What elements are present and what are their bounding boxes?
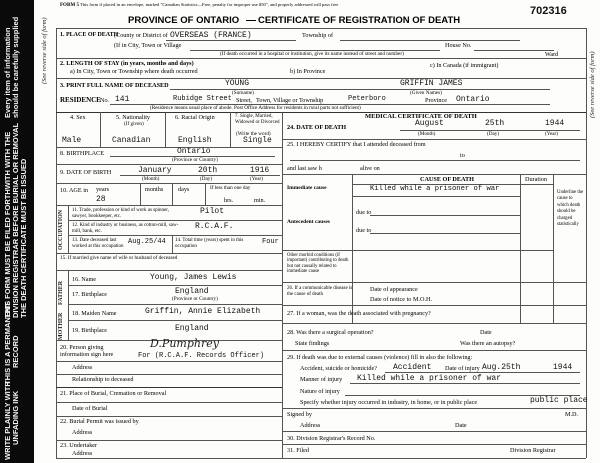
permit-address-label: Address <box>72 429 93 436</box>
origin-value: English <box>178 136 212 145</box>
pregnancy-label: 27. If a woman, was the death associated with pregnancy? <box>287 310 431 317</box>
surgery-date-label: Date <box>480 329 492 336</box>
years-caption: years <box>96 186 110 193</box>
immediate-cause-value: Killed while a prisoner of war <box>370 185 500 193</box>
manner-value: Killed while a prisoner of war <box>357 374 502 383</box>
last-saw-label: and last saw h <box>287 165 322 172</box>
injury-year-value: 1944 <box>553 363 573 372</box>
date-notice-label: Date of notice to M.O.H. <box>370 296 433 303</box>
deceased-surname: YOUNG <box>225 79 250 88</box>
stay-city-label: a) In City, Town or Township where death occurred <box>70 68 198 75</box>
death-day: 25th <box>485 119 505 128</box>
father-name-value: Young, James Lewis <box>150 273 237 282</box>
marital-caption: (Write the word) <box>236 131 271 137</box>
occupation-section-label: OCCUPATION <box>58 209 64 250</box>
title-certificate: CERTIFICATE OF REGISTRATION OF DEATH <box>258 15 461 26</box>
mother-section-label: MOTHER <box>58 312 64 340</box>
county-value: OVERSEAS (FRANCE) <box>170 31 252 40</box>
age-label: 10. AGE in <box>60 187 89 194</box>
mother-birthplace-value: England <box>175 324 209 333</box>
death-date-label: 24. DATE OF DEATH <box>287 124 347 131</box>
burial-permit-label: 22. Burial Permit was issued by <box>60 418 139 425</box>
medical-heading: MEDICAL CERTIFICATE OF DEATH <box>365 113 477 120</box>
registrar-record-label: 30. Division Registrar's Record No. <box>287 435 376 442</box>
father-birthplace-caption: (Province or Country) <box>172 296 218 302</box>
injury-place-value: public place <box>530 396 588 405</box>
strip-text-5: THIS FORM MUST BE FILED FORTHWITH WITH THE <box>3 131 12 318</box>
accident-value: Accident <box>393 363 432 372</box>
birthplace-label: 8. BIRTHPLACE <box>60 150 104 157</box>
residence-province: Ontario <box>456 95 490 104</box>
strip-text-1: WRITE PLAINLY WITH <box>3 381 12 460</box>
mother-birthplace-label: 19. Birthplace <box>72 327 108 334</box>
filed-label: 31. Filed <box>287 447 310 454</box>
informant-capacity: For (R.C.A.F. Records Officer) <box>138 352 265 360</box>
hrs-caption: hrs. <box>224 197 234 204</box>
year-caption: (Year) <box>250 176 264 182</box>
death-month: August <box>415 119 444 128</box>
undertaker-label: 23. Undertaker <box>60 442 98 449</box>
physician-date-label: Date <box>455 422 467 429</box>
father-birthplace-label: 17. Birthplace <box>72 291 108 298</box>
title-province: PROVINCE OF ONTARIO <box>128 15 240 26</box>
manner-label: Manner of injury <box>300 376 343 383</box>
street-caption: Street, <box>236 97 252 104</box>
reverse-note-right: (See reverse side of form) <box>589 51 596 118</box>
surname-caption: (Surname) <box>232 90 254 96</box>
autopsy-label: Was there an autopsy? <box>460 340 516 347</box>
ward-label: Ward <box>545 51 559 58</box>
field-2-label: 2. LENGTH OF STAY (in years, months and days) <box>60 60 194 67</box>
duration-heading: Duration <box>525 176 547 183</box>
other-conditions-label: Other morbid conditions (if important) contributing to death but not causally related to immediate cause <box>287 253 349 274</box>
months-caption: months <box>145 186 164 193</box>
sex-label: 4. Sex <box>70 114 86 121</box>
residence-label: RESIDENCE <box>60 96 101 104</box>
residence-no-label: No. <box>100 97 110 104</box>
strip-text-9: should be carefully supplied <box>11 16 20 118</box>
days-caption: days <box>178 186 190 193</box>
mother-maiden-value: Griffin, Annie Elizabeth <box>145 307 261 316</box>
industry-label: 12. Kind of industry or business, as cotton-mill, saw-mill, bank, etc. <box>72 223 179 234</box>
cause-heading: CAUSE OF DEATH <box>420 176 474 183</box>
form-number: FORM 5 <box>60 3 80 8</box>
informant-signature: D.Pumphrey <box>150 337 219 350</box>
mother-maiden-label: 18. Maiden Name <box>72 310 117 317</box>
date-injury-label: Date of injury <box>445 365 480 372</box>
spouse-label: 15. If married give name of wife or husband of deceased <box>60 255 178 261</box>
strip-text-7: THE DEATH CERTIFICATE MUST BE ISSUED <box>19 158 28 318</box>
less-day-caption: If less than one day <box>210 185 251 191</box>
min-caption: min. <box>254 197 266 204</box>
field-1-label: 1. PLACE OF DEATH <box>60 32 119 38</box>
month-caption: (Month) <box>142 176 160 182</box>
stay-canada-label: c) In Canada (if immigrant) <box>430 62 499 69</box>
father-section-label: FATHER <box>58 280 64 305</box>
informant-label: 20. Person giving information sign here <box>60 344 114 359</box>
nationality-caption: (If given) <box>124 121 144 127</box>
day-caption: (Day) <box>200 176 213 182</box>
surgery-label: 28. Was there a surgical operation? <box>287 329 374 336</box>
strip-text-8: Every item of information <box>3 27 12 118</box>
death-month-caption: (Month) <box>418 131 436 137</box>
residence-note: (Residence means usual place of abode. Post Office Address for residents in rural parts not sufficient) <box>150 105 361 111</box>
certificate-number: 702316 <box>530 5 567 17</box>
md-label: M.D. <box>565 411 579 418</box>
residence-city: Peterboro <box>348 95 386 103</box>
township-label: Township of <box>302 32 334 39</box>
burial-date-label: Date of Burial <box>72 405 108 412</box>
city-label: (If in City, Town or Village <box>114 42 182 49</box>
antecedent-label: Antecedent causes <box>287 219 330 225</box>
sex-value: Male <box>62 136 82 145</box>
last-worked-value: Aug.25/44 <box>128 238 166 246</box>
dob-year: 1916 <box>250 166 270 175</box>
nature-label: Nature of injury <box>300 388 340 395</box>
specify-label: Specify whether injury occurred in industry, in home, or in public place <box>300 399 478 406</box>
origin-label: 6. Racial Origin <box>175 114 215 121</box>
communicable-label: 26. If a communicable disease is the cause of death <box>287 286 353 297</box>
alive-on-label: alive on <box>360 165 380 172</box>
burial-place-label: 21. Place of Burial, Cremation or Removal <box>60 390 167 397</box>
industry-value: R.C.A.F. <box>195 222 234 231</box>
relationship-label: Relationship to deceased <box>72 376 134 383</box>
findings-label: State findings <box>295 340 330 347</box>
signed-by-label: Signed by <box>287 411 312 418</box>
residence-number: 141 <box>115 95 130 104</box>
age-value: 28 <box>96 195 106 204</box>
dob-label: 9. DATE OF BIRTH <box>60 169 112 176</box>
death-year: 1944 <box>545 119 565 128</box>
date-appearance-label: Date of appearance <box>370 286 418 293</box>
house-label: House No. <box>445 42 472 49</box>
dob-month: January <box>138 166 172 175</box>
strip-text-4: RECORD <box>11 335 20 368</box>
mailing-notice: This form if placed in an envelope, marked "Canadian Statistics—Free, penalty for improper use $50", and properly addressed will pass free <box>80 2 339 7</box>
county-label: (County or District of <box>114 32 168 39</box>
father-birthplace-value: England <box>175 287 209 296</box>
due-to-1: due to <box>356 209 372 216</box>
strip-text-6: DIVISION REGISTRAR BEFORE BURIAL OR REMOVAL <box>11 122 20 318</box>
marital-value: Single <box>243 136 272 145</box>
injury-date-value: Aug.25th <box>482 363 521 372</box>
hospital-note: (If death occurred in a hospital or institution, give its name instead of street and number) <box>220 51 404 57</box>
trade-label: 11. Trade, profession or kind of work as spinner, sawyer, bookkeeper, etc. <box>72 208 169 219</box>
last-worked-label: 13. Date deceased last worked at this occupation <box>72 238 124 249</box>
time-spent-value: Four <box>262 238 279 246</box>
strip-text-3: THIS IS A PERMANENT <box>3 302 12 385</box>
death-day-caption: (Day) <box>487 131 500 137</box>
father-name-label: 16. Name <box>72 276 97 283</box>
dob-day: 20th <box>198 166 218 175</box>
twp-caption: Town, Village or Township <box>256 97 324 104</box>
underline-instruction: Underline the cause to which death should be charged statistically <box>557 190 584 228</box>
attendance-label: 25. I HEREBY CERTIFY that I attended deceased from <box>287 141 426 148</box>
birthplace-value: Ontario <box>177 147 211 156</box>
death-year-caption: (Year) <box>545 131 559 137</box>
given-caption: (Given Names) <box>410 90 442 96</box>
external-causes-label: 29. If death was due to external causes (violence) fill in also the following: <box>287 354 473 361</box>
province-caption: Province <box>425 97 447 104</box>
physician-address-label: Address <box>300 422 321 429</box>
birthplace-caption: (Province or Country) <box>172 157 218 163</box>
nationality-value: Canadian <box>112 136 151 145</box>
informant-address-label: Address <box>72 364 93 371</box>
marital-label: 7. Single, Married, Widowed or Divorced <box>235 114 280 125</box>
stay-province-label: b) In Province <box>290 68 326 75</box>
deceased-given-names: GRIFFIN JAMES <box>400 79 463 88</box>
immediate-cause-label: Immediate cause <box>287 185 327 191</box>
accident-label: Accident, suicide or homicide? <box>300 365 377 372</box>
undertaker-address-label: Address <box>72 450 93 457</box>
time-spent-label: 14. Total time (years) spent in this occupation <box>175 238 244 249</box>
strip-text-2: UNFADING INK <box>11 390 20 445</box>
attendance-to: to <box>460 152 465 159</box>
division-registrar-label: Division Registrar <box>510 447 556 454</box>
field-3-label: 3. PRINT FULL NAME OF DECEASED <box>60 82 169 89</box>
residence-street: Rubidge Street <box>173 95 232 103</box>
trade-value: Pilot <box>200 207 225 216</box>
nationality-label: 5. Nationality <box>116 114 151 121</box>
due-to-2: due to <box>356 227 372 234</box>
reverse-note-left: (See reverse side of form) <box>41 17 48 84</box>
